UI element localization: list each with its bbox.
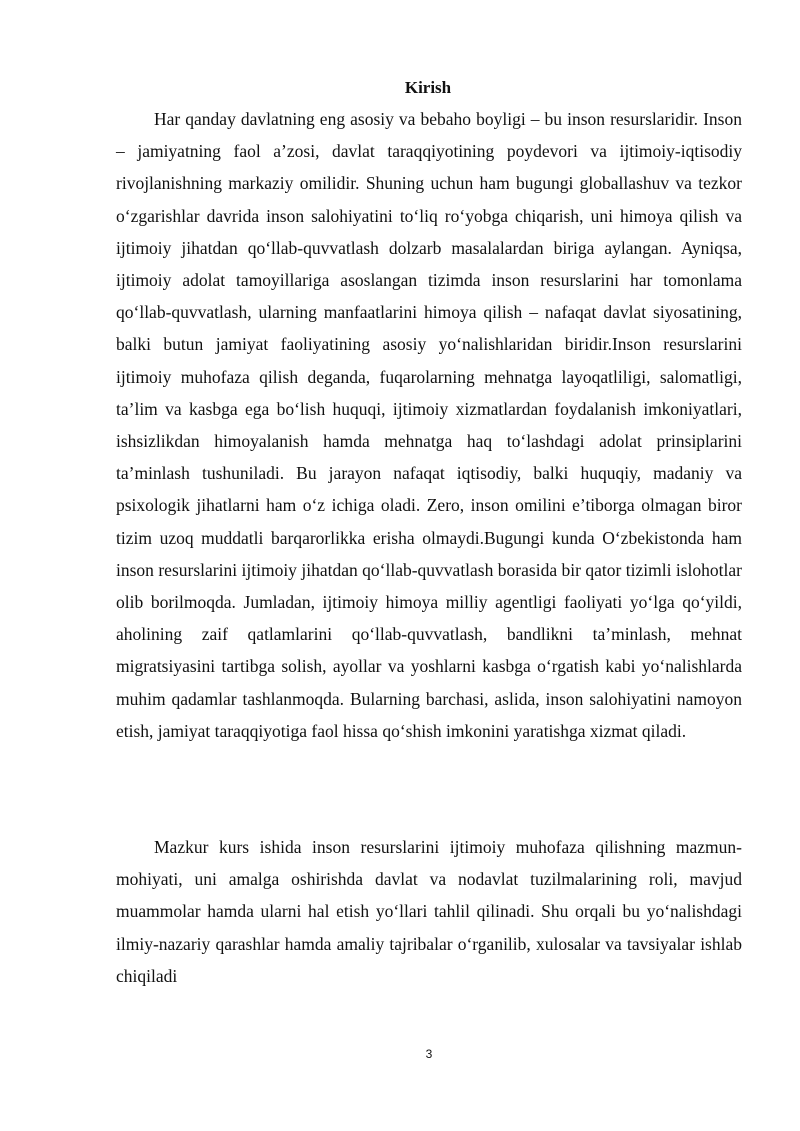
body-paragraph-2: [116, 831, 742, 992]
body-paragraph-1: [116, 103, 742, 747]
section-title: Kirish: [404, 78, 452, 97]
paragraph-text: Har qanday davlatning eng asosiy va bebaho boyligi – bu inson resurslaridir. Inson – jamiyatning faol a’zosi, davlat taraqqiyotining poydevori va ijtimoiy-iqtisodiy rivojlanishning markaziy omilidir. Shuning uchun ham bugungi globallashuv va tezkor o‘zgarishlar davrida inson salohiyatini to‘liq ro‘yobga chiqarish, uni himoya qilish va ijtimoiy jihatdan qo‘llab-quvvatlash dolzarb masalalardan biriga aylangan. Ayniqsa, ijtimoiy adolat tamoyillariga asoslangan tizimda inson resurslarini har tomonlama qo‘llab-quvvatlash, ularning manfaatlarini himoya qilish – nafaqat davlat siyosatining, balki butun jamiyat faoliyatining asosiy yo‘nalishlaridan biridir.Inson resurslarini ijtimoiy muhofaza qilish deganda, fuqarolarning mehnatga layoqatliligi, salomatligi, ta’lim va kasbga ega bo‘lish huquqi, ijtimoiy xizmatlardan foydalanish imkoniyatlari, ishsizlikdan himoyalanish hamda mehnatga haq to‘lashdagi adolat prinsiplarini ta’minlash tushuniladi. Bu jarayon nafaqat iqtisodiy, balki huquqiy, madaniy va psixologik jihatlarni ham o‘z ichiga oladi. Zero, inson omilini e’tiborga olmagan biror tizim uzoq muddatli barqarorlikka erisha olmaydi.Bugungi kunda O‘zbekistonda ham inson resurslarini ijtimoiy jihatdan qo‘llab-quvvatlash borasida bir qator tizimli islohotlar olib borilmoqda. Jumladan, ijtimoiy himoya milliy agentligi faoliyati yo‘lga qo‘yildi, aholining zaif qatlamlarini qo‘llab-quvvatlash, bandlikni ta’minlash, mehnat migratsiyasini tartibga solish, ayollar va yoshlarni kasbga o‘rgatish kabi yo‘nalishlarda muhim qadamlar tashlanmoqda. Bularning barchasi, aslida, inson salohiyatini namoyon etish, jamiyat taraqqiyotiga faol hissa qo‘shish imkonini yaratishga xizmat qiladi.: [116, 109, 742, 741]
paragraph-text: Mazkur kurs ishida inson resurslarini ijtimoiy muhofaza qilishning mazmun-mohiyati, uni amalga oshirishda davlat va nodavlat tuzilmalarining roli, mavjud muammolar hamda ularni hal etish yo‘llari tahlil qilinadi. Shu orqali bu yo‘nalishdagi ilmiy-nazariy qarashlar hamda amaliy tajribalar o‘rganilib, xulosalar va tavsiyalar ishlab chiqiladi: [116, 837, 742, 986]
page-number: 3: [425, 1047, 433, 1061]
